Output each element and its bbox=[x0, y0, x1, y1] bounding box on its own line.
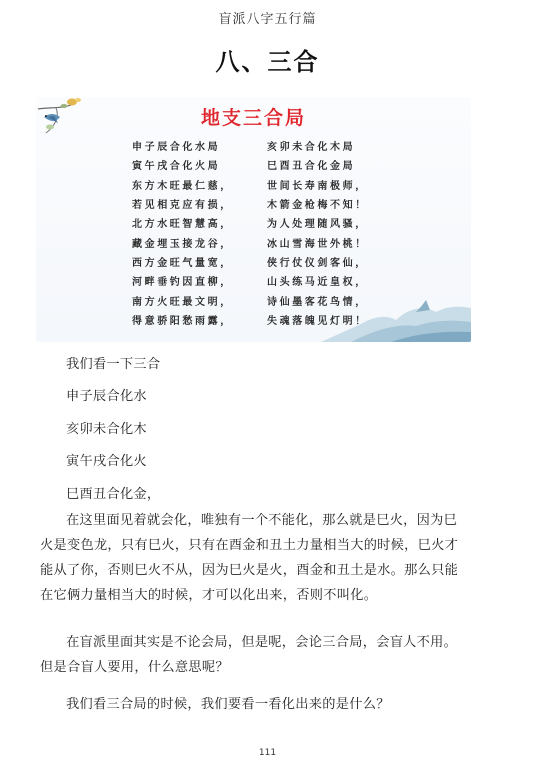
poem-row bbox=[132, 271, 397, 290]
poem-row bbox=[132, 232, 397, 251]
poem-row bbox=[132, 194, 397, 213]
poem-row bbox=[132, 252, 397, 271]
paragraph-line: 我们看三合局的时候，我们要看一看化出来的是什么？ bbox=[66, 697, 390, 712]
poem-row bbox=[132, 175, 397, 194]
poem-verse: 若见相克应有损， bbox=[132, 200, 233, 212]
poem-row bbox=[132, 290, 397, 309]
poem-row bbox=[132, 155, 397, 174]
poem-verse: 南方火旺最文明， bbox=[132, 296, 233, 308]
poem-verse: 申子辰合化水局 bbox=[132, 142, 221, 154]
page-number: 111 bbox=[258, 748, 277, 758]
poem-verse: 世间长寿南极师， bbox=[267, 180, 368, 192]
chapter-title: 八、三合 bbox=[215, 47, 320, 76]
poem-verse: 得意骄阳愁雨露， bbox=[132, 315, 233, 327]
poem-verse: 为人处理随风骚， bbox=[267, 219, 368, 231]
formula-line: 申子辰合化水 bbox=[66, 389, 147, 405]
formula-line: 巳酉丑合化金， bbox=[66, 486, 161, 502]
poem-verse: 冰山雪海世外桃！ bbox=[267, 238, 368, 250]
poem-verse: 亥卯未合化木局 bbox=[267, 142, 356, 154]
poem-verse: 西方金旺气量宽， bbox=[132, 257, 233, 269]
paragraph-line: 在这里面见着就会化，唯独有一个不能化，那么就是巳火，因为巳 bbox=[66, 513, 458, 528]
poem-verse: 诗仙墨客花鸟情， bbox=[267, 296, 368, 308]
paragraph-line: 能从了你，否则巳火不从，因为巳火是火，酉金和丑土是水。那么只能 bbox=[40, 563, 459, 578]
poem-verse: 东方木旺最仁慈， bbox=[132, 180, 233, 192]
poem-verse-grid bbox=[132, 136, 397, 329]
poem-row bbox=[132, 136, 397, 155]
poem-verse: 藏金埋玉接龙谷， bbox=[132, 238, 233, 250]
poem-verse: 北方水旺智慧高， bbox=[132, 219, 233, 231]
formula-line: 寅午戌合化火 bbox=[66, 454, 147, 470]
book-header: 盲派八字五行篇 bbox=[218, 12, 317, 27]
formula-list bbox=[40, 349, 495, 511]
poem-verse: 山头练马近皇权， bbox=[267, 277, 368, 289]
body-text bbox=[40, 349, 495, 511]
poem-row bbox=[132, 310, 397, 329]
poem-verse: 巳酉丑合化金局 bbox=[267, 161, 356, 173]
paragraph-line: 但是合盲人要用，什么意思呢？ bbox=[40, 660, 229, 675]
poem-row bbox=[132, 213, 397, 232]
paragraph-2 bbox=[40, 630, 495, 680]
poem-verse: 侠行仗仪剑客仙， bbox=[267, 257, 368, 269]
paragraph-1 bbox=[40, 508, 495, 608]
paragraph-3 bbox=[40, 692, 495, 717]
paragraph-line: 在盲派里面其实是不论会局，但是呢，会论三合局，会盲人不用。 bbox=[66, 635, 458, 650]
poem-verse: 失魂落魄见灯明！ bbox=[267, 315, 368, 327]
poem-verse: 木箭金枪梅不知！ bbox=[267, 200, 368, 212]
poem-title: 地支三合局 bbox=[200, 107, 306, 129]
paragraph-line: 在它俩力量相当大的时候，才可以化出来，否则不叫化。 bbox=[40, 588, 378, 603]
formula-line: 亥卯未合化木 bbox=[66, 421, 147, 437]
poem-verse: 寅午戌合化火局 bbox=[132, 161, 221, 173]
intro-line: 我们看一下三合 bbox=[66, 357, 161, 372]
paragraph-line: 火是变色龙，只有巳火，只有在酉金和丑土力量相当大的时候，巳火才 bbox=[40, 538, 459, 553]
poem-card bbox=[36, 97, 471, 342]
poem-verse: 河畔垂钓因直柳， bbox=[132, 277, 233, 289]
